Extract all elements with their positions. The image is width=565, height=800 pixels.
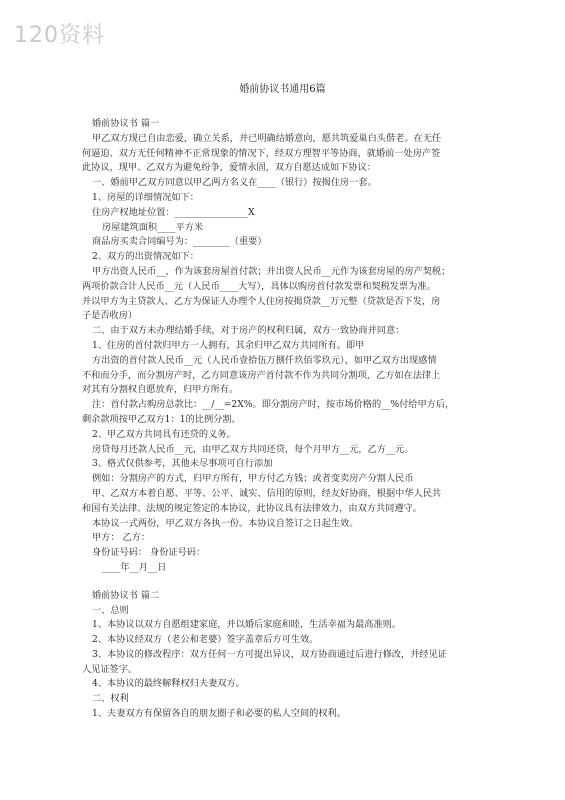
watermark-logo: 120资料 — [14, 23, 105, 48]
paragraph-line: 和国有关法律、法规的规定签定的本协议，此协议具有法律效力，由双方共同遵守。 — [82, 502, 422, 514]
paragraph-line: 1、本协议以双方自愿组建家庭，并以婚后家庭和睦，生活幸福为最高准则。 — [92, 619, 402, 631]
paragraph-line: 甲方出资人民币__，作为该套房屋首付款；并出资人民币__元作为该套房屋的房产契税； — [92, 265, 451, 277]
section-heading: 婚前协议书 篇一 — [92, 118, 160, 129]
paragraph-line: 人见证签字。 — [82, 663, 138, 675]
paragraph-line: 3、本协议的修改程序：双方任何一方可提出异议，双方协商通过后进行修改，并经见证 — [92, 648, 447, 660]
paragraph-line: 一、总则 — [92, 604, 129, 616]
paragraph-line: 4、本协议的最终解释权归夫妻双方。 — [92, 678, 245, 690]
paragraph-line: 1、住房的首付款归甲方一人拥有，其余归甲乙双方共同所有。即甲 — [92, 339, 365, 351]
paragraph-line: 二、权利 — [92, 693, 129, 705]
paragraph-line: 3、格式仅供参考，其他未尽事项可自行添加 — [92, 458, 273, 470]
document-title: 婚前协议书通用6篇 — [239, 84, 326, 95]
paragraph-line: 剩余款项按甲乙双方1：1的比例分割。 — [82, 413, 241, 425]
paragraph-line: 甲、乙双方本着自愿、平等、公平、诚实、信用的原则，经友好协商，根据中华人民共 — [92, 487, 442, 499]
paragraph-line: 2、双方的出资情况如下： — [92, 251, 199, 263]
paragraph-line: 两项价款合计人民币__元（人民币____大写），具体以购房首付款发票和契税发票为准。 — [82, 280, 436, 292]
paragraph-line: 甲乙双方现已自由恋爱，确立关系，并已明确结婚意向，愿共筑爱巢白头偕老。在无任 — [92, 132, 442, 144]
paragraph-line: 房贷每月还款人民币__元，由甲乙双方共同还贷，每个月甲方__元，乙方__元。 — [92, 443, 414, 455]
signature-party-line: 甲方： 乙方： — [92, 532, 151, 544]
paragraph-line: 房屋建筑面积____平方米 — [102, 221, 204, 233]
paragraph-line: 不和而分手，而分割房产时，乙方同意该房产首付款不作为共同分割项，乙方如在法律上 — [82, 369, 441, 381]
signature-date-line: ____年__月__日 — [102, 561, 167, 573]
paragraph-line: 何逼迫、双方无任何精神不正常现象的情况下，经双方理智平等协商，就婚前一处房产签 — [82, 147, 441, 159]
section-heading: 婚前协议书 篇二 — [92, 589, 160, 601]
paragraph-line: 2、本协议经双方（老公和老婆）签字盖章后方可生效。 — [92, 634, 319, 646]
paragraph-line: 子是否收房） — [82, 310, 138, 322]
paragraph-line: 二、由于双方未办理结婚手续，对于房产的权利归属，双方一致协商并同意： — [92, 325, 405, 337]
paragraph-line: 商品房买卖合同编号为：________（重要） — [92, 236, 267, 248]
paragraph-line: 1、夫妻双方有保留各自的朋友圈子和必要的私人空间的权利。 — [92, 708, 346, 720]
paragraph-line: 本协议一式两份，甲乙双方各执一份。本协议自签订之日起生效。 — [92, 517, 359, 529]
document-body — [82, 117, 482, 722]
paragraph-line: 1、房屋的详细情况如下： — [92, 191, 199, 203]
paragraph-line: 一、婚前甲乙双方同意以甲乙两方名义在____（银行）按揭住房一套。 — [92, 177, 377, 189]
paragraph-line: 方出资的首付款人民币__元（人民币壹拾伍万捌仟玖佰零玖元），如甲乙双方出现感情 — [92, 354, 437, 366]
signature-id-line: 身份证号码： 身份证号码： — [92, 547, 206, 559]
paragraph-line: 注：首付款占购房总款比：__/__=2X%。即分割房产时，按市场价格的__%付给甲方后， — [92, 399, 455, 411]
paragraph-line: 住房产权地址位置：________________X — [92, 206, 255, 218]
paragraph-line: 此协议，现甲、乙双方为避免纷争，爱情永固，双方自愿达成如下协议： — [82, 162, 376, 174]
paragraph-line: 2、甲乙双方共同具有还贷的义务。 — [92, 428, 236, 440]
paragraph-line: 对其有分割权自愿放弃，归甲方所有。 — [82, 384, 239, 396]
paragraph-line: 并以甲方为主贷款人、乙方为保证人办理个人住房按揭贷款__万元整（贷款是否下发，房 — [82, 295, 441, 307]
paragraph-line: 例如：分割房产的方式，归甲方所有，甲方付乙方钱；或者变卖房产分割人民币 — [92, 473, 414, 485]
